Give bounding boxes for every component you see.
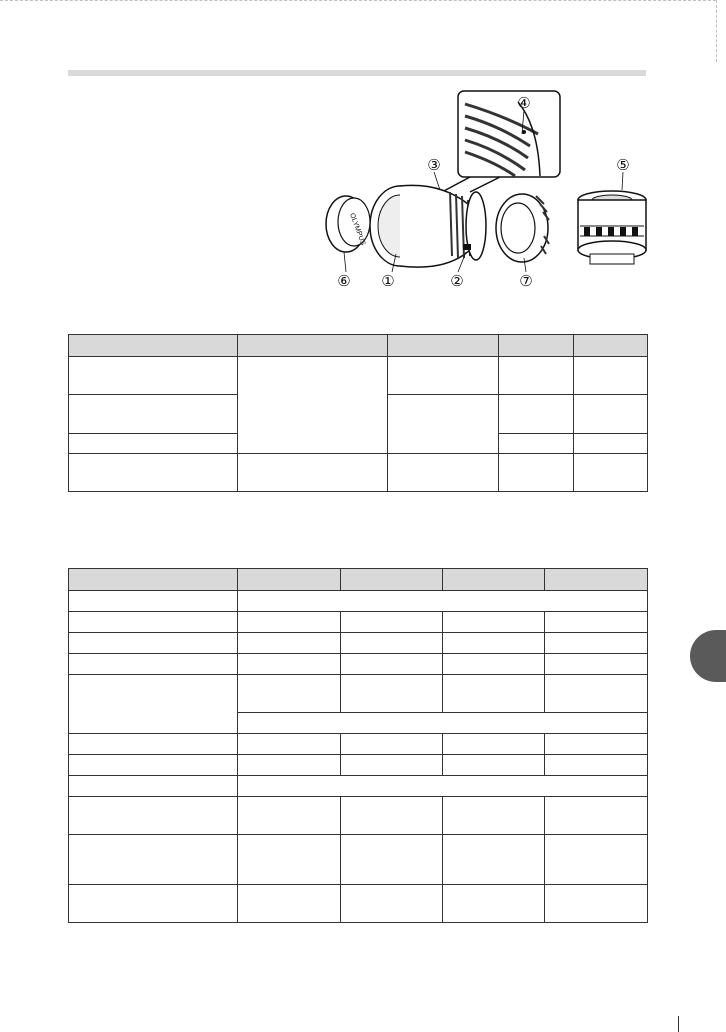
header-cell	[388, 335, 499, 357]
table-cell	[238, 654, 341, 675]
header-cell	[238, 569, 341, 591]
table-row	[69, 591, 648, 612]
table-cell	[69, 797, 238, 835]
table-cell	[238, 797, 341, 835]
table-row	[69, 654, 648, 675]
table-cell	[69, 434, 238, 454]
table-cell	[341, 797, 443, 835]
header-cell	[499, 335, 574, 357]
table-header-row	[69, 569, 648, 591]
table-cell	[238, 675, 341, 713]
table-cell	[238, 454, 388, 492]
header-cell	[69, 335, 238, 357]
header-cell	[545, 569, 648, 591]
table-cell	[443, 734, 545, 755]
page-edge-rule	[678, 1016, 679, 1032]
chapter-side-tab	[690, 630, 726, 682]
specifications-table	[68, 568, 648, 923]
table-row	[69, 797, 648, 835]
table-cell	[545, 675, 648, 713]
table-cell	[69, 675, 238, 734]
front-cap-drawing	[326, 196, 370, 252]
lens-parts-illustration	[300, 86, 680, 294]
lens-body-drawing	[370, 185, 486, 267]
table-cell	[443, 797, 545, 835]
table-cell	[238, 713, 648, 734]
table-row	[69, 885, 648, 923]
table-cell	[574, 395, 648, 434]
table-cell	[341, 734, 443, 755]
table-cell	[341, 885, 443, 923]
table-row	[69, 357, 648, 395]
table-cell	[69, 734, 238, 755]
callout-2: ②	[450, 272, 464, 290]
table-cell	[238, 776, 648, 797]
adapter-ring-drawing	[496, 194, 549, 262]
table-row	[69, 776, 648, 797]
table-cell	[69, 755, 238, 776]
table-cell	[341, 675, 443, 713]
table-cell	[238, 357, 388, 454]
table-row	[69, 612, 648, 633]
table-cell	[69, 357, 238, 395]
section-header-bar	[68, 70, 646, 76]
table-cell	[545, 734, 648, 755]
table-cell	[574, 454, 648, 492]
table-cell	[69, 633, 238, 654]
callout-6: ⑥	[337, 272, 351, 290]
table-header-row	[69, 335, 648, 357]
table-cell	[499, 454, 574, 492]
table-cell	[443, 835, 545, 885]
table-cell	[341, 835, 443, 885]
header-cell	[443, 569, 545, 591]
table-cell	[388, 357, 499, 395]
table-cell	[69, 612, 238, 633]
table-row	[69, 633, 648, 654]
table-cell	[69, 654, 238, 675]
table-cell	[238, 835, 341, 885]
header-cell	[574, 335, 648, 357]
table-cell	[443, 885, 545, 923]
table-cell	[545, 797, 648, 835]
table-cell	[69, 454, 238, 492]
table-cell	[238, 612, 341, 633]
svg-text:OLYMPUS: OLYMPUS	[348, 212, 367, 247]
callout-3: ③	[427, 156, 441, 174]
table-row	[69, 675, 648, 713]
table-cell	[238, 633, 341, 654]
table-cell	[238, 885, 341, 923]
table-cell	[499, 357, 574, 395]
table-cell	[238, 734, 341, 755]
table-cell	[341, 612, 443, 633]
callout-4: ④	[517, 94, 531, 112]
table-cell	[238, 755, 341, 776]
crop-guide-top	[0, 0, 716, 2]
table-cell	[69, 885, 238, 923]
callout-1: ①	[381, 272, 395, 290]
lens-side-view-drawing	[578, 191, 646, 264]
table-cell	[341, 633, 443, 654]
table-row	[69, 835, 648, 885]
table-cell	[545, 612, 648, 633]
table-cell	[69, 776, 238, 797]
zoom-detail-box	[442, 91, 560, 192]
table-cell	[443, 675, 545, 713]
table-row	[69, 755, 648, 776]
table-cell	[545, 885, 648, 923]
table-row	[69, 454, 648, 492]
table-cell	[69, 395, 238, 434]
table-cell	[388, 454, 499, 492]
table-cell	[443, 612, 545, 633]
table-cell	[499, 395, 574, 434]
table-cell	[545, 654, 648, 675]
table-cell	[443, 654, 545, 675]
header-cell	[238, 335, 388, 357]
table-cell	[69, 591, 238, 612]
table-cell	[545, 633, 648, 654]
table-cell	[238, 591, 648, 612]
table-cell	[443, 633, 545, 654]
table-cell	[499, 434, 574, 454]
header-cell	[341, 569, 443, 591]
callout-7: ⑦	[519, 272, 533, 290]
table-row	[69, 734, 648, 755]
table-cell	[341, 755, 443, 776]
table-cell	[545, 755, 648, 776]
table-cell	[341, 654, 443, 675]
table-cell	[574, 357, 648, 395]
header-cell	[69, 569, 238, 591]
callout-5: ⑤	[616, 156, 630, 174]
table-cell	[574, 434, 648, 454]
table-cell	[443, 755, 545, 776]
table-cell	[545, 835, 648, 885]
table-cell	[69, 835, 238, 885]
compatibility-table	[68, 334, 648, 492]
table-cell	[388, 395, 499, 454]
crop-guide-right	[716, 0, 718, 62]
